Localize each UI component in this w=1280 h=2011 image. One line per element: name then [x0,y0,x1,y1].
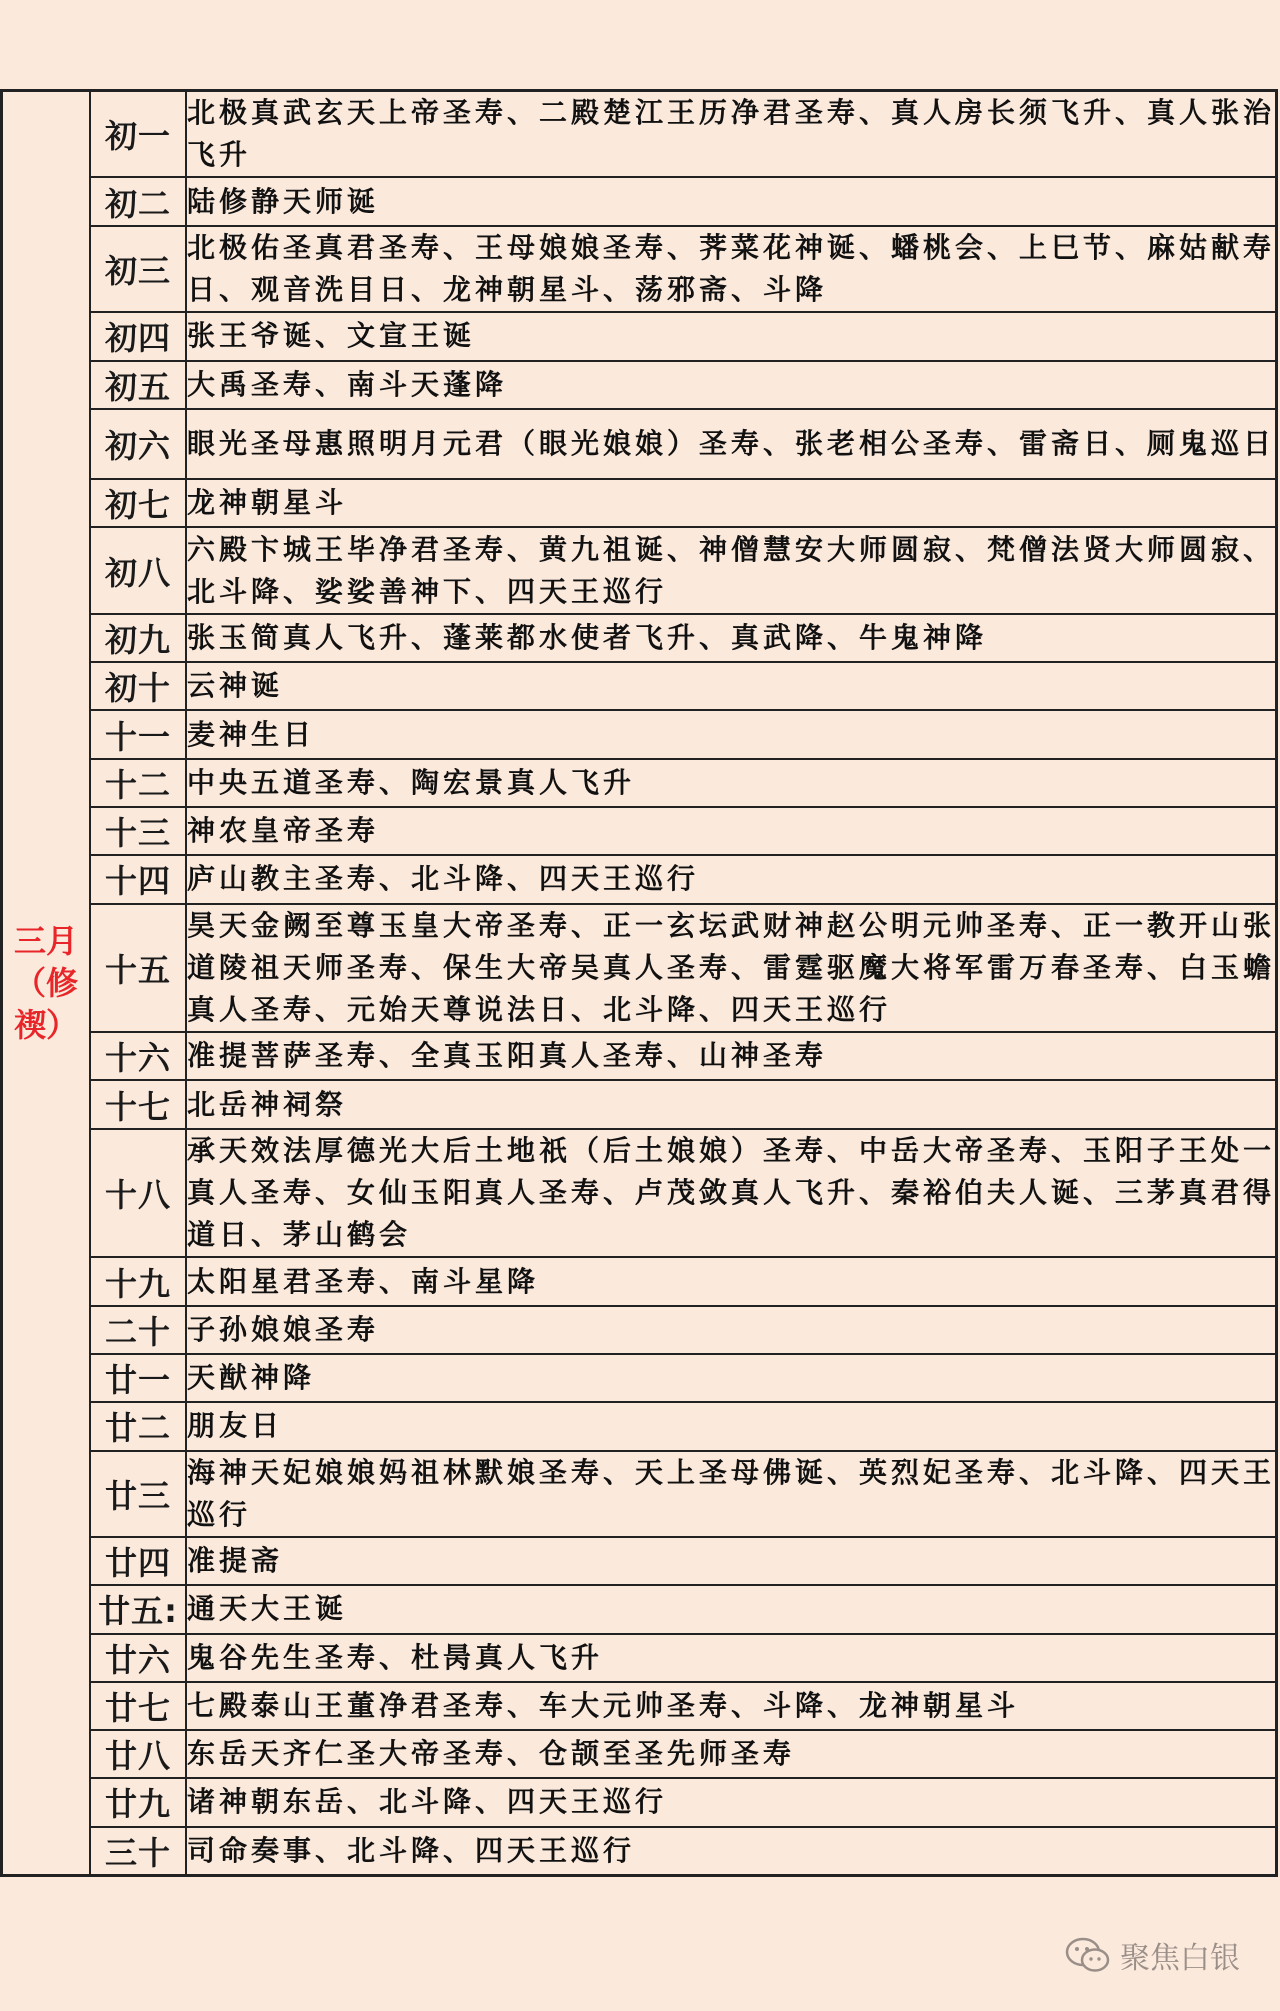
calendar-row [2,614,1277,662]
events-text: 子孙娘娘圣寿 [186,1306,1277,1354]
events-text: 六殿卞城王毕净君圣寿、黄九祖诞、神僧慧安大师圆寂、梵僧法贤大师圆寂、北斗降、娑娑善神下、四天王巡行 [186,527,1277,613]
day-label: 三十 [90,1827,186,1876]
events-text: 大禹圣寿、南斗天蓬降 [186,361,1277,409]
calendar-row [2,662,1277,710]
events-text: 庐山教主圣寿、北斗降、四天王巡行 [186,855,1277,903]
day-label: 初九 [90,614,186,662]
day-label: 初七 [90,479,186,527]
calendar-row [2,1354,1277,1402]
events-text: 北岳神祠祭 [186,1080,1277,1128]
calendar-row [2,312,1277,360]
calendar-row [2,1129,1277,1258]
day-label: 初十 [90,662,186,710]
day-label: 廿一 [90,1354,186,1402]
calendar-row [2,1402,1277,1450]
calendar-row [2,1537,1277,1585]
calendar-row [2,226,1277,312]
day-label: 十九 [90,1257,186,1305]
calendar-row [2,1451,1277,1537]
day-label: 初三 [90,226,186,312]
events-text: 通天大王诞 [186,1585,1277,1633]
day-label: 廿二 [90,1402,186,1450]
day-label: 廿七 [90,1682,186,1730]
calendar-row [2,1585,1277,1633]
wechat-icon [1064,1935,1112,1975]
events-text: 承天效法厚德光大后土地祇（后土娘娘）圣寿、中岳大帝圣寿、玉阳子王处一真人圣寿、女仙玉阳真人圣寿、卢茂敛真人飞升、秦裕伯夫人诞、三茅真君得道日、茅山鹤会 [186,1129,1277,1258]
events-text: 云神诞 [186,662,1277,710]
events-text: 张玉简真人飞升、蓬莱都水使者飞升、真武降、牛鬼神降 [186,614,1277,662]
calendar-row [2,1730,1277,1778]
events-text: 太阳星君圣寿、南斗星降 [186,1257,1277,1305]
day-label: 廿六 [90,1634,186,1682]
calendar-row [2,177,1277,225]
day-label: 十五 [90,904,186,1033]
events-text: 中央五道圣寿、陶宏景真人飞升 [186,759,1277,807]
calendar-row [2,710,1277,758]
events-text: 天猷神降 [186,1354,1277,1402]
calendar-row [2,904,1277,1033]
calendar-row [2,1827,1277,1876]
events-text: 东岳天齐仁圣大帝圣寿、仓颉至圣先师圣寿 [186,1730,1277,1778]
events-text: 准提菩萨圣寿、全真玉阳真人圣寿、山神圣寿 [186,1032,1277,1080]
day-label: 廿三 [90,1451,186,1537]
calendar-body [2,91,1277,1876]
calendar-row [2,855,1277,903]
day-label: 廿九 [90,1778,186,1826]
watermark [1064,1933,1240,1977]
calendar-row [2,1032,1277,1080]
day-label: 十二 [90,759,186,807]
events-text: 诸神朝东岳、北斗降、四天王巡行 [186,1778,1277,1826]
events-text: 鬼谷先生圣寿、杜昺真人飞升 [186,1634,1277,1682]
events-text: 张王爷诞、文宣王诞 [186,312,1277,360]
events-text: 神农皇帝圣寿 [186,807,1277,855]
events-text: 昊天金阙至尊玉皇大帝圣寿、正一玄坛武财神赵公明元帅圣寿、正一教开山张道陵祖天师圣寿、保生大帝吴真人圣寿、雷霆驱魔大将军雷万春圣寿、白玉蟾真人圣寿、元始天尊说法日、北斗降、四天王巡行 [186,904,1277,1033]
day-label: 十四 [90,855,186,903]
calendar-row [2,807,1277,855]
calendar-row [2,1634,1277,1682]
day-label: 初一 [90,91,186,178]
day-label: 十六 [90,1032,186,1080]
day-label: 十八 [90,1129,186,1258]
day-label: 廿四 [90,1537,186,1585]
day-label: 初六 [90,409,186,479]
calendar-row [2,91,1277,178]
events-text: 海神天妃娘娘妈祖林默娘圣寿、天上圣母佛诞、英烈妃圣寿、北斗降、四天王巡行 [186,1451,1277,1537]
events-text: 北极佑圣真君圣寿、王母娘娘圣寿、荠菜花神诞、蟠桃会、上巳节、麻姑献寿日、观音洗目日、龙神朝星斗、荡邪斋、斗降 [186,226,1277,312]
day-label: 二十 [90,1306,186,1354]
calendar-row [2,1257,1277,1305]
day-label: 廿五: [90,1585,186,1633]
calendar-row [2,479,1277,527]
events-text: 司命奏事、北斗降、四天王巡行 [186,1827,1277,1876]
calendar-row [2,1080,1277,1128]
calendar-row [2,1778,1277,1826]
calendar-table [0,89,1278,1877]
events-text: 陆修静天师诞 [186,177,1277,225]
calendar-row [2,759,1277,807]
events-text: 眼光圣母惠照明月元君（眼光娘娘）圣寿、张老相公圣寿、雷斋日、厕鬼巡日 [186,409,1277,479]
day-label: 初二 [90,177,186,225]
month-label: 三月（修禊） [13,922,78,1044]
events-text: 七殿泰山王董净君圣寿、车大元帅圣寿、斗降、龙神朝星斗 [186,1682,1277,1730]
calendar-row [2,1682,1277,1730]
month-cell [2,91,91,1876]
calendar-row [2,1306,1277,1354]
day-label: 十三 [90,807,186,855]
events-text: 朋友日 [186,1402,1277,1450]
events-text: 准提斋 [186,1537,1277,1585]
day-label: 廿八 [90,1730,186,1778]
events-text: 龙神朝星斗 [186,479,1277,527]
calendar-row [2,361,1277,409]
calendar-table-container [0,89,1278,1877]
day-label: 十七 [90,1080,186,1128]
calendar-row [2,409,1277,479]
day-label: 十一 [90,710,186,758]
events-text: 麦神生日 [186,710,1277,758]
day-label: 初五 [90,361,186,409]
watermark-text: 聚焦白银 [1120,1941,1240,1976]
events-text: 北极真武玄天上帝圣寿、二殿楚江王历净君圣寿、真人房长须飞升、真人张治飞升 [186,91,1277,178]
day-label: 初四 [90,312,186,360]
day-label: 初八 [90,527,186,613]
calendar-row [2,527,1277,613]
